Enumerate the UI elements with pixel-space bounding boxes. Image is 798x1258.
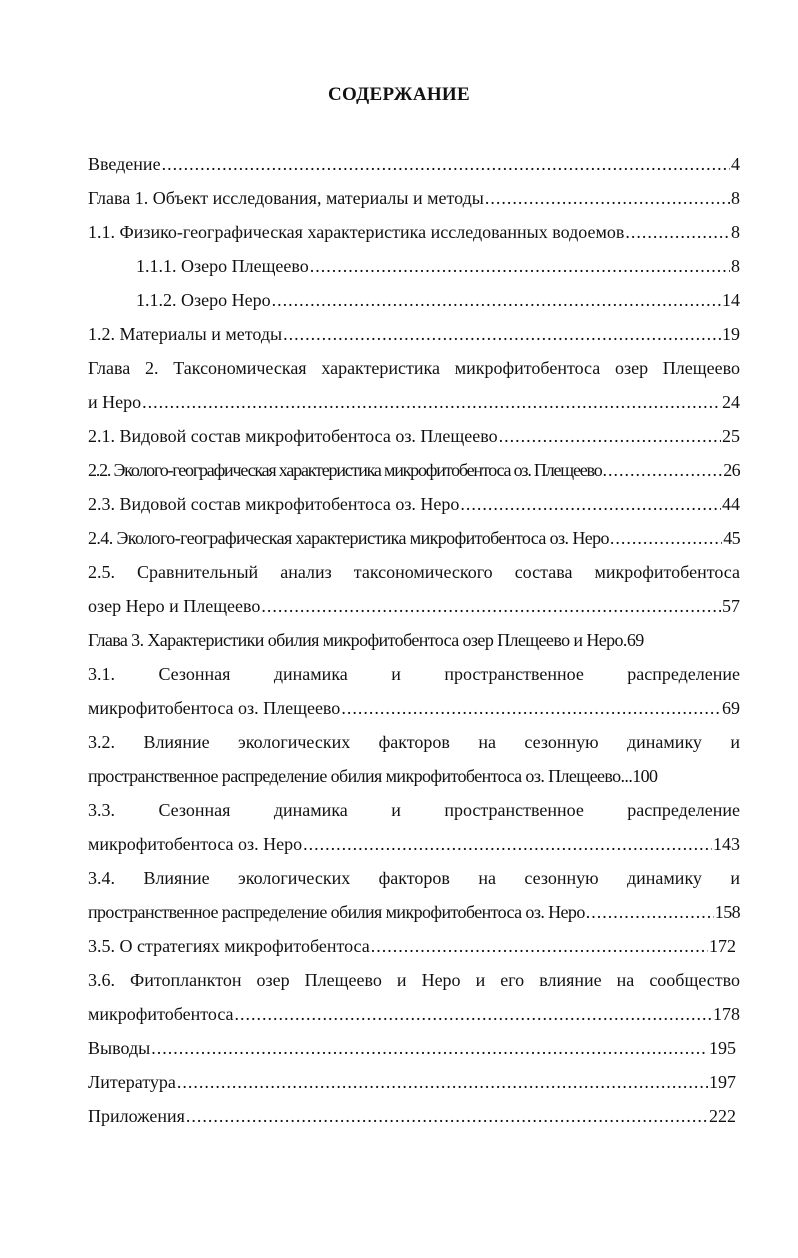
leader-dots [485,185,730,211]
toc-entry-3-2[interactable] [88,763,740,789]
toc-entry-title: Выводы [88,1038,151,1058]
toc-entry-title: микрофитобентоса оз. Плещеево [88,698,341,718]
leader-dots [303,831,712,857]
toc-entry-page: 100 [632,766,658,786]
leader-dots [283,321,721,347]
toc-entry-page: 44 [722,494,740,514]
toc-entry-3-1[interactable] [88,695,740,721]
toc-entry-title: Приложения [88,1106,185,1126]
leader-dots [235,1001,712,1027]
toc-entry-page: 8 [731,188,740,208]
leader-dots [142,389,721,415]
leader-dots [499,423,721,449]
toc-entry-page: 25 [722,426,740,446]
leader-dots [610,525,722,551]
toc-entry-title: микрофитобентоса [88,1004,234,1024]
toc-entry-1-2[interactable] [88,321,740,347]
leader-dots [341,695,721,721]
toc-entry-introduction[interactable] [88,151,740,177]
toc-entry-page: 197 [709,1072,736,1092]
leader-dots [460,491,721,517]
leader-dots [603,457,723,483]
toc-entry-3-4-line-1[interactable]: 3.4. Влияние экологических факторов на сезонную динамику и [88,868,740,888]
leader-dots [151,1035,708,1061]
leader-dots [177,1069,708,1095]
toc-entry-page: 178 [713,1004,740,1024]
toc-entry-1-1[interactable] [88,219,740,245]
toc-entry-2-4[interactable] [88,525,740,551]
toc-entry-page: 69 [626,630,644,650]
toc-entry-title: озер Неро и Плещеево [88,596,261,616]
toc-entry-page: 69 [722,698,740,718]
leader-dots [310,253,730,279]
toc-entry-3-6[interactable] [88,1001,740,1027]
leader-dots [261,593,721,619]
toc-entry-page: 8 [731,222,740,242]
toc-entry-chapter-1[interactable] [88,185,740,211]
toc-entry-title: 1.1.1. Озеро Плещеево [136,256,309,276]
toc-entry-3-1-line-1[interactable]: 3.1. Сезонная динамика и пространственное распределение [88,664,740,684]
toc-entry-title: 1.1. Физико-географическая характеристика исследованных водоемов [88,222,625,242]
toc-entry-chapter-2[interactable] [88,389,740,415]
toc-entry-title: микрофитобентоса оз. Неро [88,834,303,854]
toc-entry-3-5[interactable] [88,933,736,959]
toc-entry-2-5-line-1[interactable]: 2.5. Сравнительный анализ таксономического состава микрофитобентоса [88,562,740,582]
toc-entry-2-5[interactable] [88,593,740,619]
toc-entry-2-3[interactable] [88,491,740,517]
leader-dots [186,1103,708,1129]
toc-entry-appendices[interactable] [88,1103,736,1129]
toc-entry-title: Глава 3. Характеристики обилия микрофитобентоса озер Плещеево и Неро. [88,630,627,650]
toc-entry-page: 4 [731,154,740,174]
toc-entry-title: 2.3. Видовой состав микрофитобентоса оз. Неро [88,494,460,514]
toc-entry-page: 195 [709,1038,736,1058]
toc-entry-3-4[interactable] [88,899,740,925]
toc-entry-title: 2.4. Эколого-географическая характеристика микрофитобентоса оз. Неро [88,528,609,548]
toc-entry-page: 24 [722,392,740,412]
toc-entry-page: 14 [722,290,740,310]
toc-entry-title: и Неро [88,392,142,412]
toc-entry-page: 222 [709,1106,736,1126]
toc-entry-page: 172 [709,936,736,956]
leader-dots [625,219,730,245]
leader-dots [162,151,730,177]
toc-entry-page: 45 [723,528,740,548]
leader-dots [272,287,721,313]
toc-entry-page: 19 [722,324,740,344]
toc-entry-chapter-3[interactable] [88,627,740,653]
toc-entry-title: Литература [88,1072,176,1092]
toc-entry-title: 2.1. Видовой состав микрофитобентоса оз. Плещеево [88,426,498,446]
page-title: СОДЕРЖАНИЕ [328,84,470,105]
toc-entry-page: 57 [722,596,740,616]
toc-entry-3-2-line-1[interactable]: 3.2. Влияние экологических факторов на сезонную динамику и [88,732,740,752]
toc-entry-title: Введение [88,154,161,174]
toc-entry-page: 158 [714,902,740,922]
toc-entry-3-3-line-1[interactable]: 3.3. Сезонная динамика и пространственное распределение [88,800,740,820]
toc-entry-title: 3.5. О стратегиях микрофитобентоса [88,936,370,956]
leader-dots [586,899,714,925]
toc-entry-2-1[interactable] [88,423,740,449]
toc-entry-page: 143 [713,834,740,854]
toc-entry-chapter-2-line-1[interactable]: Глава 2. Таксономическая характеристика микрофитобентоса озер Плещеево [88,358,740,378]
toc-entry-conclusions[interactable] [88,1035,736,1061]
toc-entry-3-3[interactable] [88,831,740,857]
toc-entry-page: 8 [731,256,740,276]
toc-entry-title: пространственное распределение обилия микрофитобентоса оз. Неро [88,902,585,922]
toc-entry-title: 1.1.2. Озеро Неро [136,290,271,310]
toc-entry-references[interactable] [88,1069,736,1095]
toc-entry-title: Глава 1. Объект исследования, материалы и методы [88,188,484,208]
toc-entry-1-1-2[interactable] [136,287,740,313]
toc-entry-3-6-line-1[interactable]: 3.6. Фитопланктон озер Плещеево и Неро и его влияние на сообщество [88,970,740,990]
toc-entry-title: пространственное распределение обилия микрофитобентоса оз. Плещеево... [88,766,633,786]
toc-entry-title: 1.2. Материалы и методы [88,324,283,344]
toc-entry-page: 26 [723,460,740,480]
toc-entry-1-1-1[interactable] [136,253,740,279]
leader-dots [371,933,708,959]
toc-entry-title: 2.2. Эколого-географическая характеристика микрофитобентоса оз. Плещеево [88,460,602,480]
toc-entry-2-2[interactable] [88,457,740,483]
